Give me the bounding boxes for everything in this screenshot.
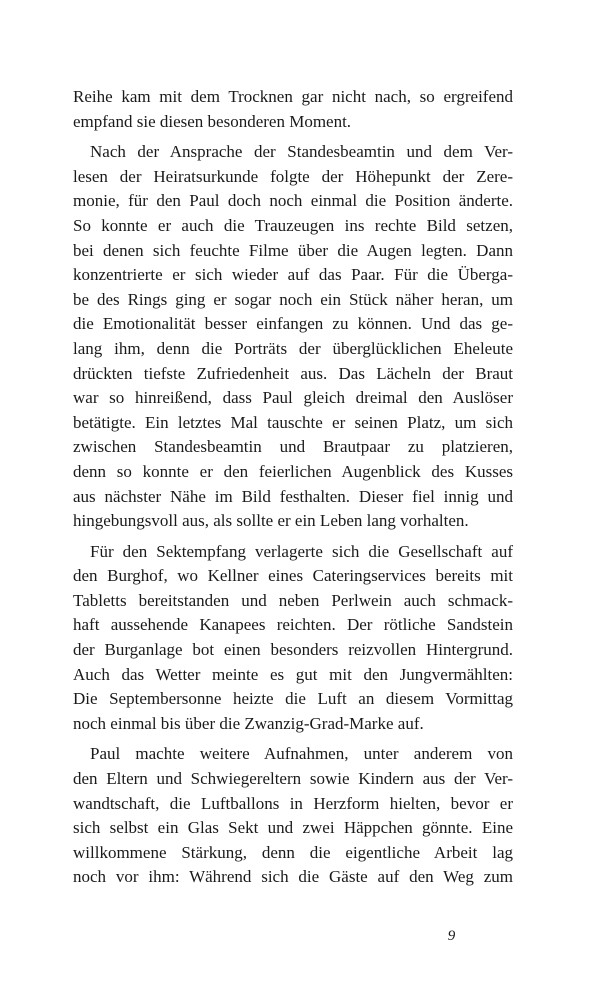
text-line: drückten tiefste Zufriedenheit aus. Das Lächeln der Braut [73, 363, 513, 383]
text-line: lesen der Heiratsurkunde folgte der Höhepunkt der Zere- [73, 166, 513, 186]
text-line: hingebungsvoll aus, als sollte er ein Leben lang vorhalten. [73, 511, 469, 531]
text-line: Reihe kam mit dem Trocknen gar nicht nach, so ergreifend [73, 87, 513, 106]
text-line: den Burghof, wo Kellner eines Cateringservices bereits mit [73, 566, 513, 586]
text-line: Nach der Ansprache der Standesbeamtin und dem Ver- [90, 142, 513, 162]
text-line: aus nächster Nähe im Bild festhalten. Dieser fiel innig und [73, 486, 513, 506]
text-line: So konnte er auch die Trauzeugen ins rechte Bild setzen, [73, 215, 513, 235]
paragraph [73, 540, 513, 737]
text-line: bei denen sich feuchte Filme über die Augen legten. Dann [73, 240, 513, 260]
text-line: Paul machte weitere Aufnahmen, unter anderem von [90, 744, 513, 764]
text-line: Auch das Wetter meinte es gut mit den Jungvermählten: [73, 664, 513, 684]
text-line: denn so konnte er den feierlichen Augenblick des Kusses [73, 461, 513, 481]
text-line: haft aussehende Kanapees reichten. Der rötliche Sandstein [73, 615, 513, 635]
text-line: wandtschaft, die Luftballons in Herzform hielten, bevor er [73, 793, 513, 813]
text-line: betätigte. Ein letztes Mal tauschte er seinen Platz, um sich [73, 412, 513, 432]
text-line: Die Septembersonne heizte die Luft an diesem Vormittag [73, 689, 513, 709]
text-line: Für den Sektempfang verlagerte sich die Gesellschaft auf [90, 541, 513, 561]
paragraph [73, 85, 513, 134]
page-number: 9 [447, 928, 456, 944]
text-line: willkommene Stärkung, denn die eigentliche Arbeit lag [73, 842, 513, 862]
text-line: noch vor ihm: Während sich die Gäste auf den Weg zum [73, 867, 513, 887]
text-line: empfand sie diesen besonderen Moment. [73, 111, 352, 131]
text-line: Tabletts bereitstanden und neben Perlwein auch schmack- [73, 590, 513, 610]
paragraph [73, 742, 513, 890]
text-line: monie, für den Paul doch noch einmal die Position änderte. [73, 191, 513, 211]
text-line: zwischen Standesbeamtin und Brautpaar zu platzieren, [73, 437, 513, 457]
paragraph [73, 140, 513, 534]
text-line: den Eltern und Schwiegereltern sowie Kindern aus der Ver- [73, 769, 513, 789]
page-body [73, 85, 513, 896]
text-line: sich selbst ein Glas Sekt und zwei Häppchen gönnte. Eine [73, 818, 513, 838]
text-line: noch einmal bis über die Zwanzig-Grad-Marke auf. [73, 713, 424, 733]
text-line: die Emotionalität besser einfangen zu können. Und das ge- [73, 314, 513, 334]
text-line: be des Rings ging er sogar noch ein Stück näher heran, um [73, 289, 513, 309]
text-line: der Burganlage bot einen besonders reizvollen Hintergrund. [73, 640, 513, 660]
text-line: lang ihm, denn die Porträts der überglücklichen Eheleute [73, 338, 513, 358]
text-line: war so hinreißend, dass Paul gleich dreimal den Auslöser [73, 388, 513, 408]
text-line: konzentrierte er sich wieder auf das Paar. Für die Überga- [73, 265, 513, 285]
